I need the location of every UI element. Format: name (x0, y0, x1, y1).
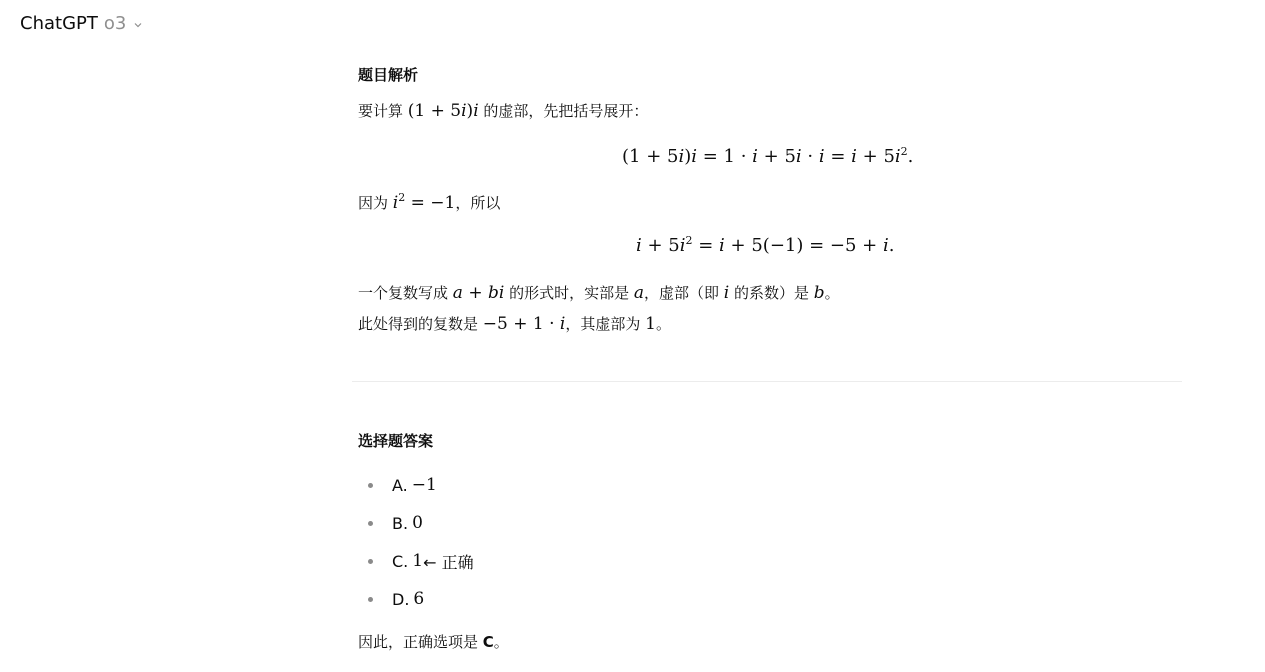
math-expression: $i^2 = -1$ (392, 191, 456, 213)
result-line: 此处得到的复数是 −5 + 1 · i，其虚部为 1。 (358, 314, 671, 334)
list-item: D. 6 (358, 580, 474, 618)
divider (352, 381, 1182, 382)
model-version: o3 (103, 13, 127, 34)
correct-choice: C (482, 633, 494, 651)
math-expression: (1 + 5i)i (407, 101, 479, 121)
bullet-icon (368, 483, 373, 488)
intro-line: 要计算 (1 + 5i)i 的虚部，先把括号展开： (358, 101, 649, 121)
conclusion-line: 因此，正确选项是 C。 (358, 633, 509, 651)
list-item: B. 0 (358, 504, 474, 542)
because-line: 因为 $i^2 = -1$，所以 (358, 191, 501, 213)
options-list (358, 466, 474, 618)
equation-expand: $(1 + 5i)i = 1 \cdot i + 5i \cdot i = i + 5i^2$. (622, 145, 914, 167)
analysis-heading: 题目解析 (358, 66, 419, 84)
list-item: C. 1 ← 正确 (358, 542, 474, 580)
definition-line: 一个复数写成 a + bi 的形式时，实部是 a，虚部（即 i 的系数）是 b。 (358, 283, 840, 303)
chevron-down-icon[interactable] (133, 14, 143, 35)
answer-heading: 选择题答案 (358, 432, 434, 450)
model-name: ChatGPT (20, 13, 98, 34)
bullet-icon (368, 559, 373, 564)
bullet-icon (368, 521, 373, 526)
model-switcher[interactable] (20, 12, 143, 35)
equation-simplify: $i + 5i^2 = i + 5(-1) = -5 + i$. (636, 234, 895, 256)
list-item: A. −1 (358, 466, 474, 504)
bullet-icon (368, 597, 373, 602)
